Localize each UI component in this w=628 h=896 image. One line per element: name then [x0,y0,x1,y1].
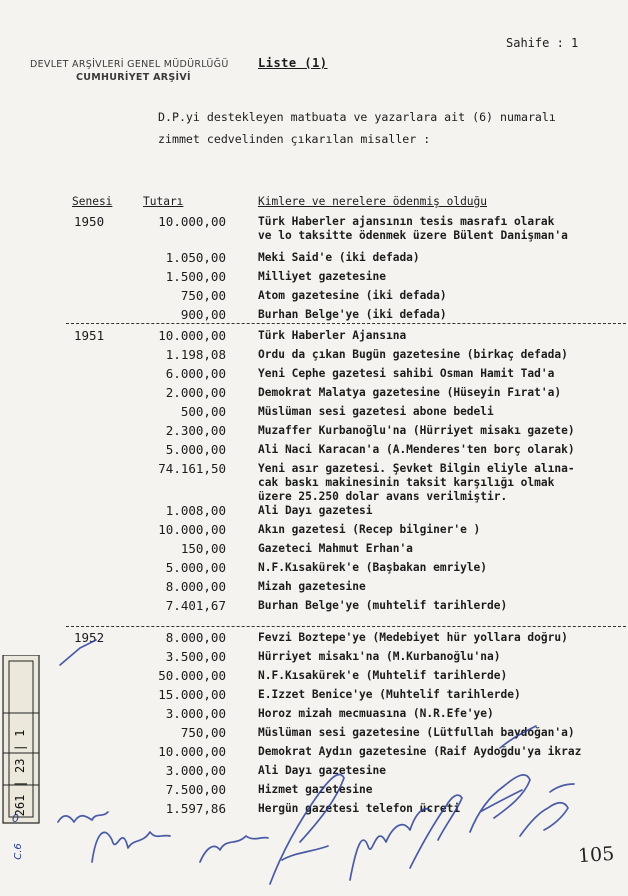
description-cell [258,424,575,438]
description-line: Fevzi Boztepe'ye (Medebiyet hür yollara doğru) [258,631,568,644]
description-cell [258,580,366,594]
signature-7 [520,784,574,836]
description-line: Ordu da çıkan Bugün gazetesine (birkaç defada) [258,348,568,361]
stamp-line-1: DEVLET ARŞİVLERİ GENEL MÜDÜRLÜĞÜ [30,59,229,70]
amount-cell: 10.000,00 [158,214,226,229]
column-header-description: Kimlere ve nerelere ödenmiş olduğu [258,195,488,208]
description-cell [258,523,480,537]
binding-label: 261 | 23 | 1 [13,729,27,817]
amount-cell: 8.000,00 [165,630,226,645]
stamp-line-2: CUMHURİYET ARŞİVİ [76,72,191,83]
amount-cell: 6.000,00 [165,366,226,381]
description-cell [258,631,568,645]
description-cell [258,599,507,613]
description-line: Burhan Belge'ye (muhtelif tarihlerde) [258,599,508,612]
description-line: Muzaffer Kurbanoğlu'na (Hürriyet misakı gazete) [258,424,575,437]
amount-cell: 3.500,00 [165,649,226,664]
amount-cell: 7.500,00 [165,782,226,797]
amount-cell: 3.000,00 [165,706,226,721]
amount-cell: 10.000,00 [158,328,226,343]
side-mark-zero: 0 [12,812,19,825]
year-label-1951: 1951 [74,328,105,343]
amount-cell: 15.000,00 [158,687,226,702]
signature-1 [92,832,170,862]
description-cell [258,251,420,265]
list-title: Liste (1) [258,56,328,70]
description-line: Yeni Cephe gazetesi sahibi Osman Hamit Tad'a [258,367,555,380]
description-line: Demokrat Malatya gazetesine (Hüseyin Fırat'a) [258,386,562,399]
amount-cell: 3.000,00 [165,763,226,778]
amount-cell: 150,00 [180,541,226,556]
amount-cell: 5.000,00 [165,442,226,457]
archive-stamp [30,58,229,84]
amount-cell: 1.597,86 [165,801,226,816]
description-line: N.F.Kısakürek'e (Başbakan emriyle) [258,561,488,574]
description-cell [258,764,386,778]
intro-paragraph [158,106,608,150]
handwritten-page-number: 105 [577,842,615,868]
description-cell [258,462,575,504]
amount-cell: 74.161,50 [158,461,226,476]
description-cell [258,707,494,721]
amount-cell: 10.000,00 [158,744,226,759]
amount-cell: 5.000,00 [165,560,226,575]
description-line: Türk Haberler ajansının tesis masrafı olarak [258,215,555,228]
year-separator-1951 [66,323,626,324]
description-cell [258,650,500,664]
description-cell [258,443,575,457]
description-line: Burhan Belge'ye (iki defada) [258,308,447,321]
description-cell [258,329,406,343]
amount-cell: 50.000,00 [158,668,226,683]
description-line: Milliyet gazetesine [258,270,386,283]
description-line: Müslüman sesi gazetesine (Lütfullah baydoğan'a) [258,726,575,739]
description-line: Hergün gazetesi telefon ücreti [258,802,461,815]
archive-binding-strip [0,655,46,865]
description-cell [258,308,447,322]
amount-cell: 1.050,00 [165,250,226,265]
description-line: Ali Dayı gazetesine [258,764,386,777]
description-cell [258,561,487,575]
description-cell [258,669,507,683]
amount-cell: 7.401,67 [165,598,226,613]
amount-cell: 8.000,00 [165,579,226,594]
column-header-amount: Tutarı [143,195,184,208]
description-cell [258,367,554,381]
amount-cell: 2.300,00 [165,423,226,438]
description-cell [258,726,575,740]
description-cell [258,504,373,518]
description-line: cak baskı makinesinin taksit karşılığı olmak [258,476,555,489]
intro-line-1: D.P.yi destekleyen matbuata ve yazarlara ait (6) numaralı [158,110,556,124]
amount-cell: 1.500,00 [165,269,226,284]
column-header-year: Senesi [72,195,113,208]
description-cell [258,386,561,400]
description-line: Türk Haberler Ajansına [258,329,407,342]
description-line: Hizmet gazetesine [258,783,373,796]
description-line: Demokrat Aydın gazetesine (Raif Aydoğdu'ya ikraz [258,745,582,758]
amount-cell: 2.000,00 [165,385,226,400]
description-cell [258,270,386,284]
amount-cell: 10.000,00 [158,522,226,537]
description-line: Yeni asır gazetesi. Şevket Bilgin eliyle alına- [258,462,575,475]
description-cell [258,745,581,759]
side-mark-c6: C.6 [12,843,24,860]
amount-cell: 750,00 [180,288,226,303]
intro-line-2: zimmet cedvelinden çıkarılan misaller : [158,132,431,146]
description-line: Mizah gazetesine [258,580,366,593]
signature-4 [350,809,430,880]
description-line: Hürriyet misakı'na (M.Kurbanoğlu'na) [258,650,501,663]
signature-6 [470,726,536,832]
description-line: Akın gazetesi (Recep bilginer'e ) [258,523,481,536]
description-line: Müslüman sesi gazetesi abone bedeli [258,405,494,418]
description-cell [258,802,460,816]
amount-cell: 500,00 [180,404,226,419]
amount-cell: 900,00 [180,307,226,322]
description-cell [258,405,494,419]
description-cell [258,215,568,243]
signature-2 [200,836,268,862]
page-number-label: Sahife : 1 [506,36,579,50]
description-cell [258,289,447,303]
amount-cell: 1.198,08 [165,347,226,362]
description-cell [258,348,568,362]
description-line: Gazeteci Mahmut Erhan'a [258,542,413,555]
description-line: N.F.Kısakürek'e (Muhtelif tarihlerde) [258,669,508,682]
description-line: ve lo taksitte ödenmek üzere Bülent Danişman'a [258,229,568,242]
description-line: Atom gazetesine (iki defada) [258,289,447,302]
description-line: E.Izzet Benice'ye (Muhtelif tarihlerde) [258,688,521,701]
description-cell [258,542,413,556]
description-line: Meki Said'e (iki defada) [258,251,420,264]
description-line: Ali Dayı gazetesi [258,504,373,517]
description-line: Ali Naci Karacan'a (A.Menderes'ten borç olarak) [258,443,575,456]
year-separator-1952 [66,626,626,627]
description-cell [258,688,521,702]
amount-cell: 750,00 [180,725,226,740]
description-line: üzere 25.250 dolar avans verilmiştir. [258,490,508,503]
signature-initials-left [58,812,108,822]
description-line: Horoz mizah mecmuasına (N.R.Efe'ye) [258,707,494,720]
year-label-1950: 1950 [74,214,105,229]
amount-cell: 1.008,00 [165,503,226,518]
year-label-1952: 1952 [74,630,105,645]
description-cell [258,783,373,797]
